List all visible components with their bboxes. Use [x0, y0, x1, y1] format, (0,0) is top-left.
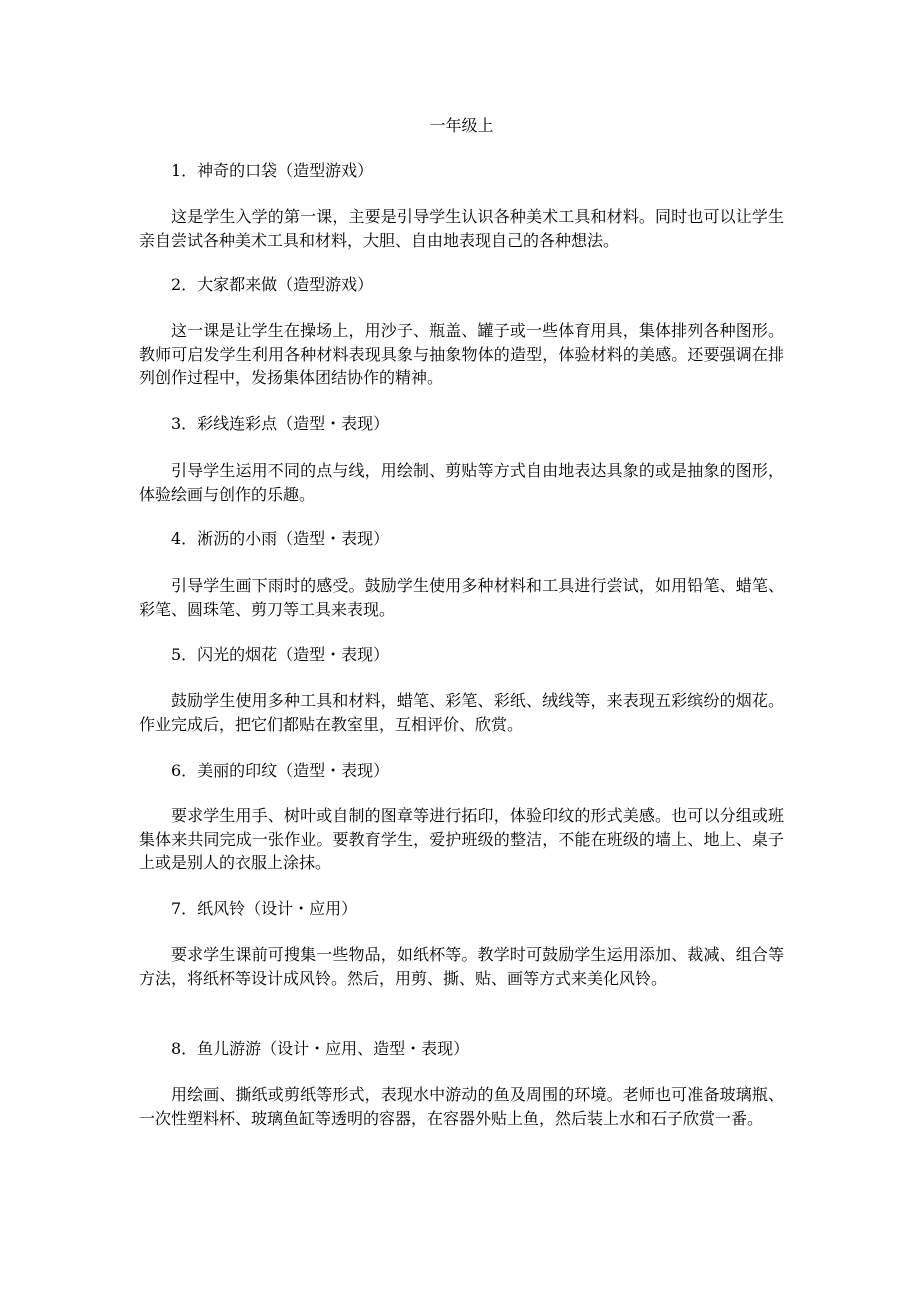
- lesson-4-heading: 4．淅沥的小雨（造型・表现）: [171, 529, 390, 548]
- lesson-6-heading: 6．美丽的印纹（造型・表现）: [171, 761, 390, 780]
- lesson-1-heading: 1．神奇的口袋（造型游戏）: [171, 161, 374, 180]
- lesson-8-heading: 8．鱼儿游游（设计・应用、造型・表现）: [171, 1039, 470, 1058]
- lesson-1-text: 这是学生入学的第一课，主要是引导学生认识各种美术工具和材料。同时也可以让学生亲自尝试各种美术工具和材料，大胆、自由地表现自己的各种想法。: [139, 207, 784, 250]
- lesson-2-text: 这一课是让学生在操场上，用沙子、瓶盖、罐子或一些体育用具，集体排列各种图形。教师可启发学生利用各种材料表现具象与抽象物体的造型，体验材料的美感。还要强调在排列创作过程中，发扬集体团结协作的精神。: [139, 321, 784, 387]
- lesson-5-heading: 5．闪光的烟花（造型・表现）: [171, 645, 390, 664]
- lesson-2-heading: 2．大家都来做（造型游戏）: [171, 275, 374, 294]
- lesson-6-text: 要求学生用手、树叶或自制的图章等进行拓印，体验印纹的形式美感。也可以分组或班集体来共同完成一张作业。要教育学生，爱护班级的整洁，不能在班级的墙上、地上、桌子上或是别人的衣服上涂抹。: [139, 806, 784, 872]
- lesson-7-text: 要求学生课前可搜集一些物品，如纸杯等。教学时可鼓励学生运用添加、裁减、组合等方法，将纸杯等设计成风铃。然后，用剪、撕、贴、画等方式来美化风铃。: [139, 945, 784, 988]
- lesson-3-heading: 3．彩线连彩点（造型・表现）: [171, 414, 390, 433]
- lesson-8-text: 用绘画、撕纸或剪纸等形式，表现水中游动的鱼及周围的环境。老师也可准备玻璃瓶、一次性塑料杯、玻璃鱼缸等透明的容器，在容器外贴上鱼，然后装上水和石子欣赏一番。: [139, 1085, 784, 1128]
- lesson-7-heading: 7．纸风铃（设计・应用）: [171, 899, 358, 918]
- document-title: 一年级上: [429, 116, 494, 135]
- lesson-3-text: 引导学生运用不同的点与线，用绘制、剪贴等方式自由地表达具象的或是抽象的图形，体验绘画与创作的乐趣。: [139, 461, 784, 504]
- lesson-5-text: 鼓励学生使用多种工具和材料，蜡笔、彩笔、彩纸、绒线等，来表现五彩缤纷的烟花。作业完成后，把它们都贴在教室里，互相评价、欣赏。: [139, 691, 784, 734]
- lesson-4-text: 引导学生画下雨时的感受。鼓励学生使用多种材料和工具进行尝试，如用铅笔、蜡笔、彩笔、圆珠笔、剪刀等工具来表现。: [139, 576, 784, 619]
